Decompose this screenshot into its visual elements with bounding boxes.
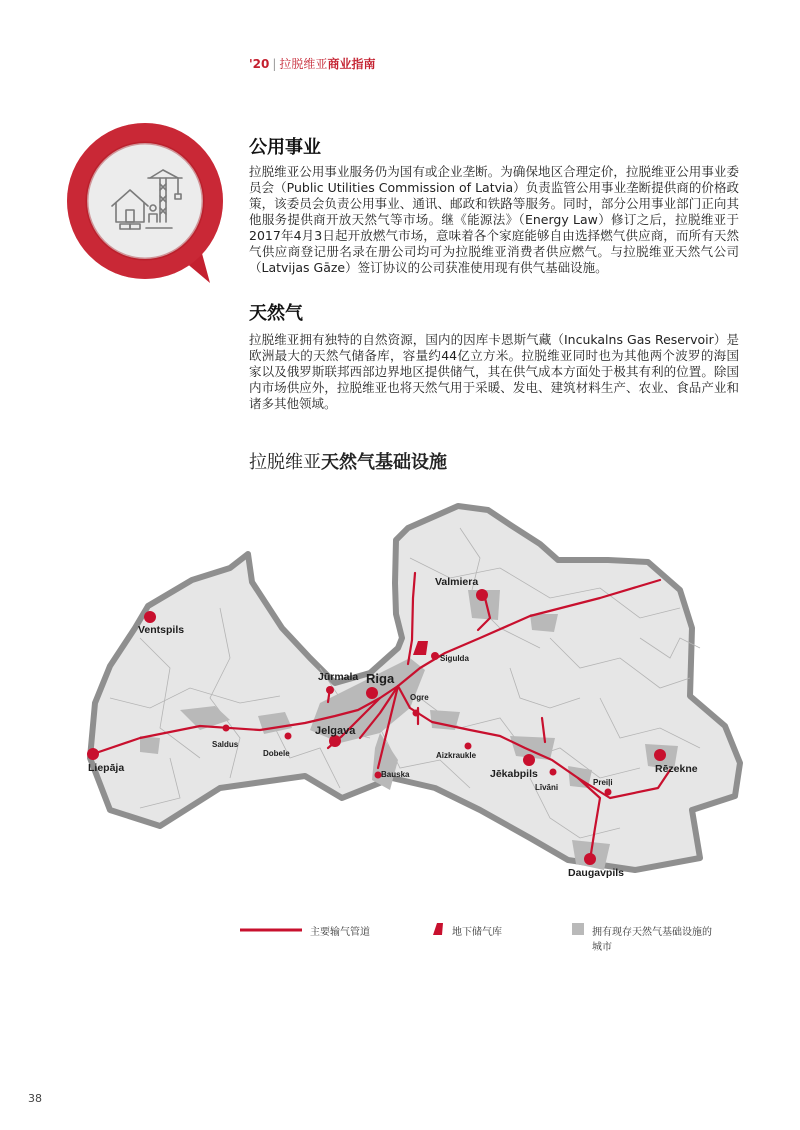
utilities-title: 公用事业: [249, 137, 321, 158]
label-jekabpils: Jēkabpils: [490, 768, 538, 780]
utilities-body: 拉脱维亚公用事业服务仍为国有或企业垄断。为确保地区合理定价，拉脱维亚公用事业委员会（Public Utilities Commission of Latvia）负责监管公用事业垄断提供商的价格政策，该委员会负责公用事业、通讯、邮政和铁路等服务。同时，部分公用事业部门正向其他服务提供商开放天然气等市场。继《能源法》（Energy Law）修订之后，拉脱维亚于2017年4月3日起开放燃气市场，意味着各个家庭能够自由选择燃气供应商，而所有天然气供应商登记册名录在册公司均可为拉脱维亚消费者供应燃气。与拉脱维亚天然气公司（Latvijas Gāze）签订协议的公司获准使用现有供气基础设施。: [249, 164, 739, 275]
city-dot-ogre: [413, 710, 420, 717]
city-dot-jurmala: [326, 686, 334, 694]
legend-cities-label-1: 拥有现存天然气基础设施的: [592, 927, 712, 938]
city-dot-ventspils: [144, 611, 156, 623]
natural-gas-body: 拉脱维亚拥有独特的自然资源，国内的因库卡恩斯气藏（Incukalns Gas Reservoir）是欧洲最大的天然气储备库，容量约44亿立方米。拉脱维亚同时也为其他两个波罗的海国家以及俄罗斯联邦西部边界地区提供储气，其在供气成本方面处于极其有利的位置。除国内市场供应外，拉脱维亚也将天然气用于采暖、发电、建筑材料生产、农业、食品产业和诸多其他领域。: [249, 332, 739, 411]
label-bauska: Bauska: [381, 770, 410, 779]
page-number: 38: [28, 1092, 42, 1105]
label-rezekne: Rēzekne: [655, 763, 698, 775]
map-title-bold: 天然气基础设施: [321, 452, 447, 473]
header-separator: |: [272, 57, 277, 71]
label-ogre: Ogre: [410, 693, 429, 702]
label-riga: Riga: [366, 671, 395, 686]
label-preili: Preiļi: [593, 778, 613, 787]
legend-gas-area-swatch: [572, 923, 584, 935]
gas-storage-icon: [432, 922, 444, 936]
city-dot-sigulda: [431, 652, 439, 660]
utilities-badge-icon: [60, 118, 230, 288]
label-aizkraukle: Aizkraukle: [436, 751, 477, 760]
city-dot-jekabpils: [523, 754, 535, 766]
label-jelgava: Jelgava: [315, 725, 356, 737]
natural-gas-title: 天然气: [249, 303, 303, 324]
header-title-bold: 商业指南: [327, 57, 376, 71]
city-dot-preili: [605, 789, 612, 796]
page-header: [249, 55, 375, 72]
city-dot-saldus: [223, 725, 230, 732]
map-title: [249, 448, 447, 474]
city-dot-aizkraukle: [465, 743, 472, 750]
label-ventspils: Ventspils: [138, 624, 185, 636]
label-liepaja: Liepāja: [88, 762, 125, 774]
legend-storage-label: 地下储气库: [452, 927, 502, 938]
label-jurmala: Jūrmala: [318, 671, 359, 683]
label-valmiera: Valmiera: [435, 576, 479, 588]
label-saldus: Saldus: [212, 740, 239, 749]
header-title-regular: 拉脱维亚: [279, 57, 328, 71]
label-livani: Līvāni: [535, 783, 559, 792]
latvia-gas-map: [80, 498, 760, 892]
label-dobele: Dobele: [263, 749, 290, 758]
label-daugavpils: Daugavpils: [568, 867, 625, 879]
map-title-regular: 拉脱维亚: [249, 452, 321, 473]
legend-cities-label-2: 城市: [592, 942, 612, 953]
header-year: '20: [249, 57, 270, 71]
city-dot-dobele: [285, 733, 292, 740]
city-dot-rezekne: [654, 749, 666, 761]
label-sigulda: Sigulda: [440, 654, 469, 663]
city-dot-daugavpils: [584, 853, 596, 865]
legend-pipeline-label: 主要输气管道: [310, 927, 370, 938]
city-dot-valmiera: [476, 589, 488, 601]
city-dot-liepaja: [87, 748, 99, 760]
city-dot-riga: [366, 687, 378, 699]
city-dot-livani: [550, 769, 557, 776]
